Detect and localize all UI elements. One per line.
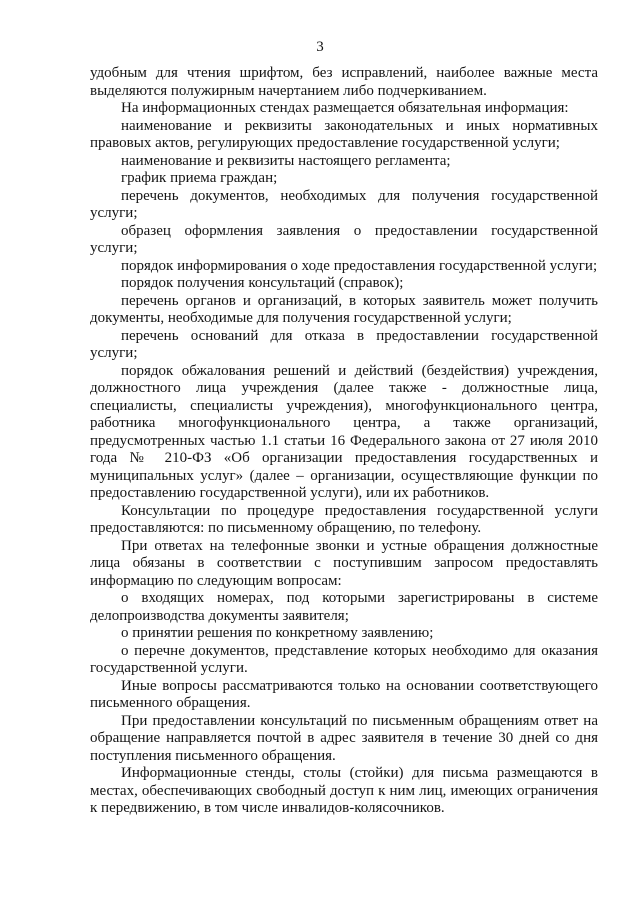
list-item-reception-schedule: график приема граждан; — [121, 170, 278, 186]
list-item-refusal-grounds: перечень оснований для отказа в предоставлении государственной услуги; — [90, 327, 598, 361]
paragraph-stand-info-intro: На информационных стендах размещается обязательная информация: — [121, 100, 569, 116]
list-item-incoming-numbers: о входящих номерах, под которыми зарегистрированы в системе делопроизводства документы заявителя; — [90, 590, 598, 624]
page-number: 3 — [316, 39, 324, 55]
list-item-consultation-procedure: порядок получения консультаций (справок); — [121, 275, 404, 291]
list-item-required-documents: о перечне документов, представление которых необходимо для оказания государственной услуги. — [90, 642, 598, 676]
paragraph-consultations: Консультации по процедуре предоставления государственной услуги предоставляются: по письменному обращению, по телефону. — [90, 502, 598, 536]
list-item-normative-acts: наименование и реквизиты законодательных и иных нормативных правовых актов, регулирующих предоставление государственной услуги; — [90, 117, 598, 151]
list-item-organizations-list: перечень органов и организаций, в которых заявитель может получить документы, необходимые для получения государственной услуги; — [90, 292, 598, 326]
list-item-progress-info: порядок информирования о ходе предоставления государственной услуги; — [121, 257, 598, 274]
list-item-decision: о принятии решения по конкретному заявлению; — [121, 625, 434, 641]
paragraph-continuation: удобным для чтения шрифтом, без исправлений, наиболее важные места выделяются полужирным начертанием либо подчеркиванием. — [90, 65, 598, 99]
list-item-documents-list: перечень документов, необходимых для получения государственной услуги; — [90, 187, 598, 221]
list-item-appeal-procedure: порядок обжалования решений и действий (бездействия) учреждения, должностного лица учреждения (далее также - должностные лица, специалисты, специалисты учреждения), многофункционального центра, работника многофункционального центра, а также организаций, предусмотренных частью 1.1 статьи 16 Федерального закона от 27 июля 2010 года № 210-ФЗ «Об организации предоставления государственных и муниципальных услуг» (далее – организации, осуществляющие функции по предоставлению государственной услуги), или их работников. — [90, 362, 598, 501]
paragraph-phone-answers: При ответах на телефонные звонки и устные обращения должностные лица обязаны в соответствии с поступившим запросом предоставлять информацию по следующим вопросам: — [90, 537, 598, 589]
list-item-regulation-details: наименование и реквизиты настоящего регламента; — [121, 152, 451, 169]
list-item-application-sample: образец оформления заявления о предоставлении государственной услуги; — [90, 222, 598, 256]
paragraph-written-consultations: При предоставлении консультаций по письменным обращениям ответ на обращение направляется почтой в адрес заявителя в течение 30 дней со дня поступления письменного обращения. — [90, 712, 598, 764]
document-body — [90, 65, 598, 818]
paragraph-other-questions: Иные вопросы рассматриваются только на основании соответствующего письменного обращения. — [90, 677, 598, 711]
paragraph-info-stands-access: Информационные стенды, столы (стойки) для письма размещаются в местах, обеспечивающих свободный доступ к ним лиц, имеющих ограничения к передвижению, в том числе инвалидов-колясочников. — [90, 765, 598, 816]
